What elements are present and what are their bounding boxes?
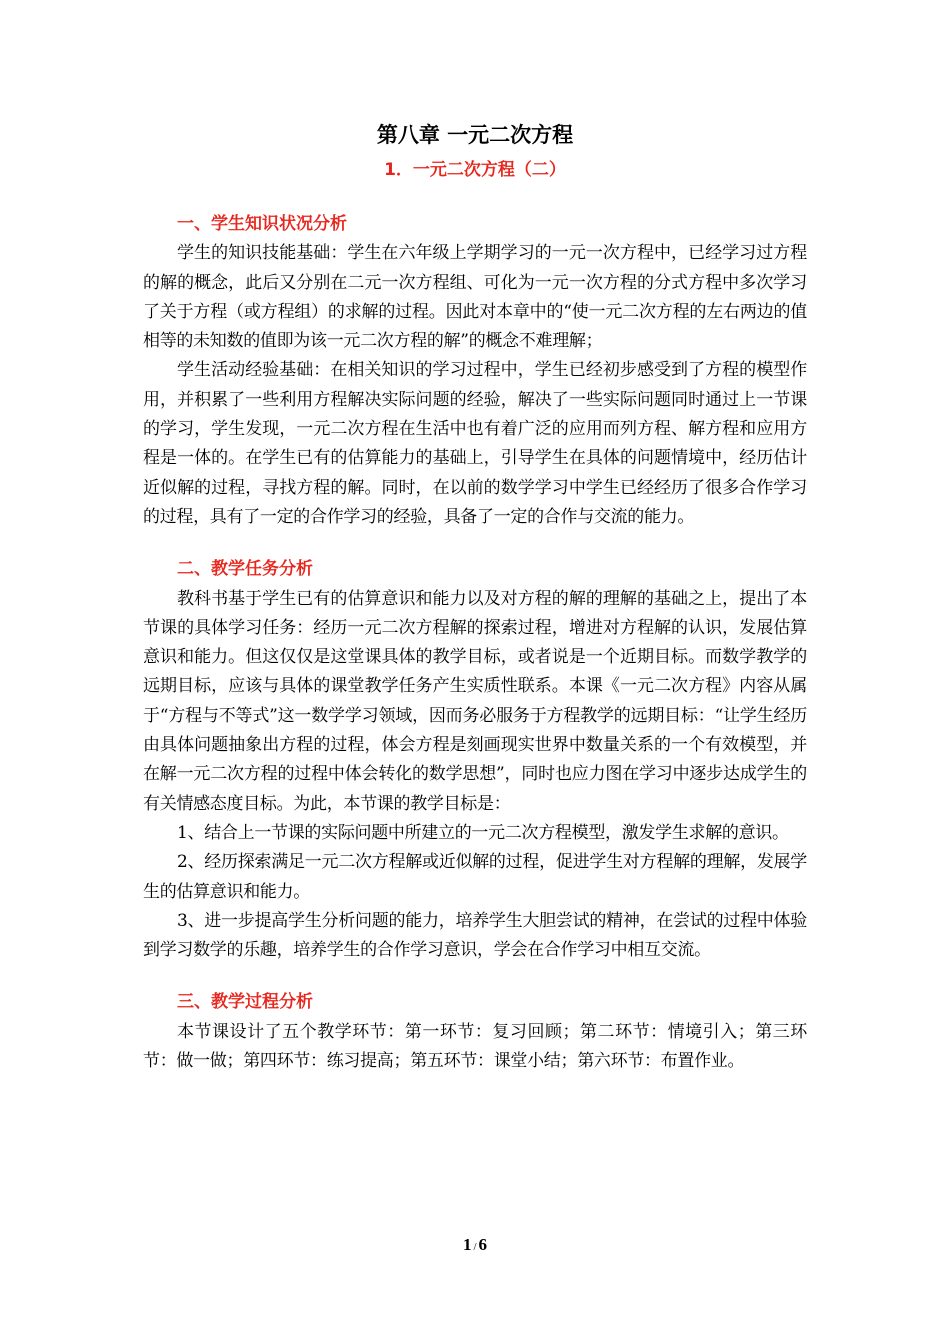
page-current: 1	[462, 1235, 472, 1254]
section-student-analysis	[143, 210, 807, 532]
body-paragraph: 教科书基于学生已有的估算意识和能力以及对方程的解的理解的基础之上，提出了本节课的具体学习任务：经历一元二次方程解的探索过程，增进对方程解的认识，发展估算意识和能力。但这仅仅是这堂课具体的教学目标，或者说是一个近期目标。而数学教学的远期目标，应该与具体的课堂教学任务产生实质性联系。本课《一元二次方程》内容从属于“方程与不等式”这一数学学习领域，因而务必服务于方程教学的远期目标：“让学生经历由具体问题抽象出方程的过程，体会方程是刻画现实世界中数量关系的一个有效模型，并在解一元二次方程的过程中体会转化的数学思想”，同时也应力图在学习中逐步达成学生的有关情感态度目标。为此，本节课的教学目标是：	[143, 588, 807, 814]
section-spacer	[143, 965, 807, 988]
chapter-title: 第八章 一元二次方程	[376, 123, 574, 147]
page-separator: /	[473, 1241, 477, 1253]
objective-item: 1、结合上一节课的实际问题中所建立的一元二次方程模型，激发学生求解的意识。	[177, 822, 789, 843]
objective-item: 3、进一步提高学生分析问题的能力，培养学生大胆尝试的精神，在尝试的过程中体验到学习数学的乐趣，培养学生的合作学习意识，学会在合作学习中相互交流。	[143, 910, 807, 961]
section-heading: 二、教学任务分析	[177, 559, 313, 580]
body-paragraph: 本节课设计了五个教学环节：第一环节：复习回顾；第二环节：情境引入；第三环节：做一做；第四环节：练习提高；第五环节：课堂小结；第六环节：布置作业。	[143, 1021, 807, 1072]
section-heading: 一、学生知识状况分析	[177, 214, 347, 234]
page-number	[0, 1234, 950, 1258]
section-process-analysis	[143, 988, 807, 1076]
lesson-title: 1．一元二次方程（二）	[384, 160, 566, 180]
page-total: 6	[478, 1235, 488, 1254]
document-body	[143, 210, 807, 1076]
objective-item: 2、经历探索满足一元二次方程解或近似解的过程，促进学生对方程解的理解，发展学生的估算意识和能力。	[143, 852, 807, 902]
body-paragraph: 学生的知识技能基础：学生在六年级上学期学习的一元一次方程中，已经学习过方程的解的概念，此后又分别在二元一次方程组、可化为一元一次方程的分式方程中多次学习了关于方程（或方程组）的求解的过程。因此对本章中的“使一元二次方程的左右两边的值相等的未知数的值即为该一元二次方程的解”的概念不难理解；	[143, 243, 807, 352]
section-heading: 三、教学过程分析	[177, 992, 313, 1013]
section-spacer	[143, 532, 807, 555]
section-task-analysis	[143, 555, 807, 965]
body-paragraph: 学生活动经验基础：在相关知识的学习过程中，学生已经初步感受到了方程的模型作用，并积累了一些利用方程解决实际问题的经验，解决了一些实际问题同时通过上一节课的学习，学生发现，一元二次方程在生活中也有着广泛的应用而列方程、解方程和应用方程是一体的。在学生已有的估算能力的基础上，引导学生在具体的问题情境中，经历估计近似解的过程，寻找方程的解。同时，在以前的数学学习中学生已经经历了很多合作学习的过程，具有了一定的合作学习的经验，具备了一定的合作与交流的能力。	[143, 360, 807, 527]
